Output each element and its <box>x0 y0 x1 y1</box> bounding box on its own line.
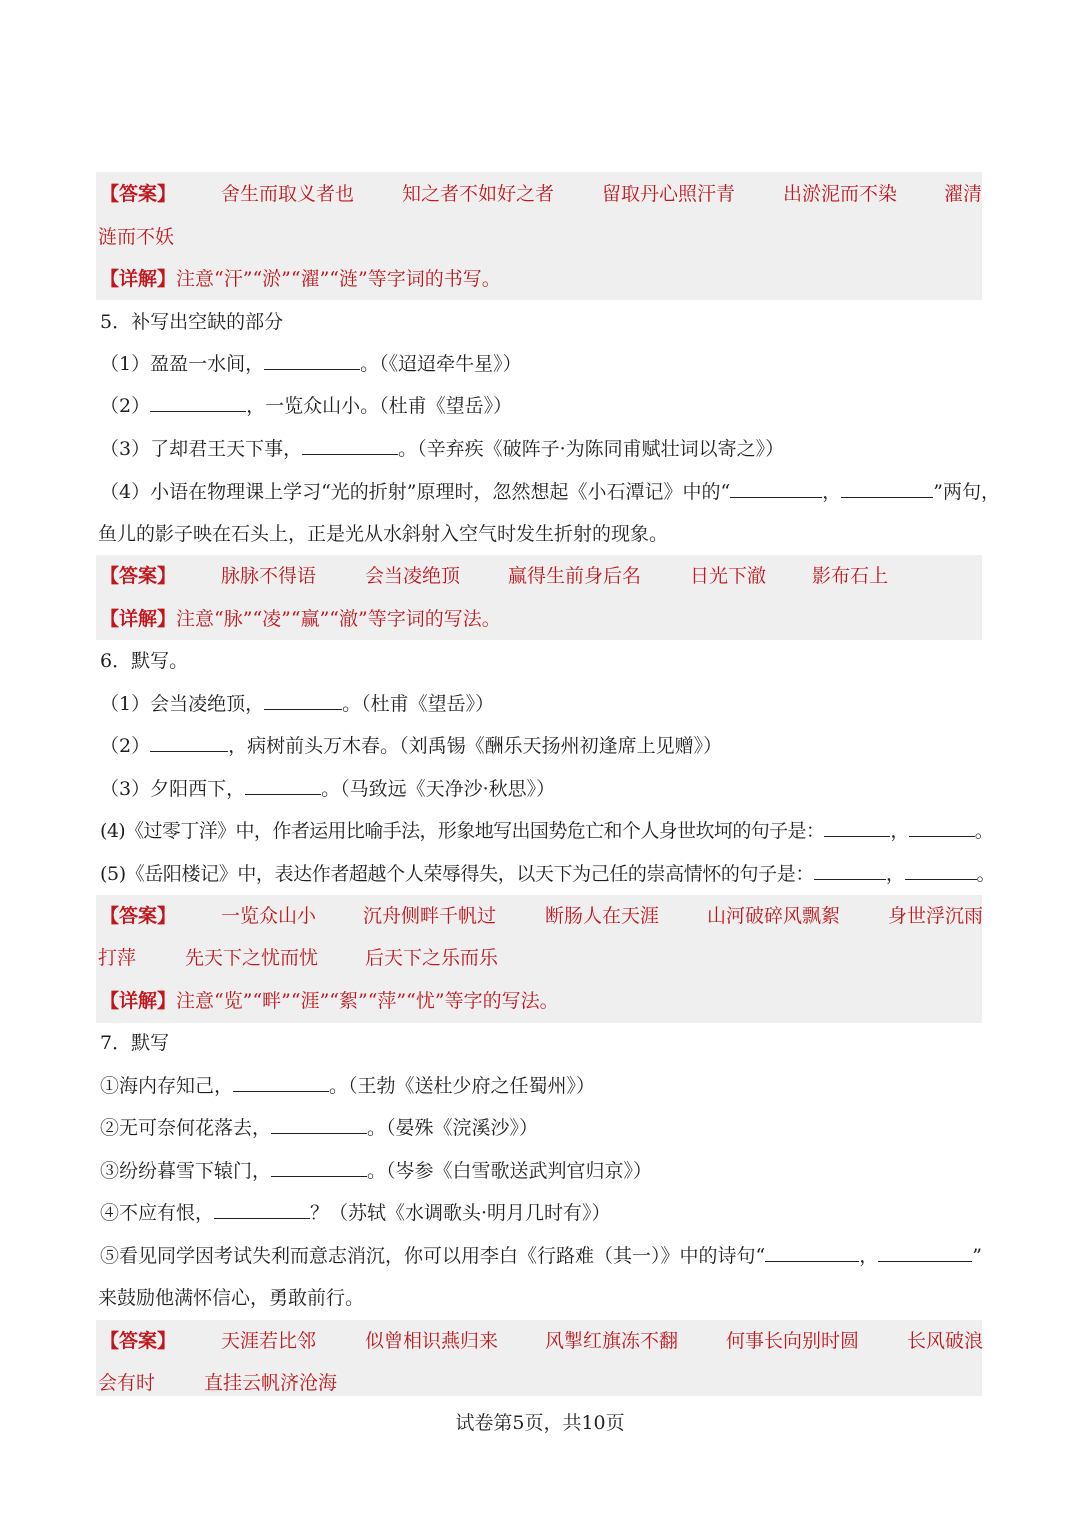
question-item <box>100 691 494 717</box>
answer-line-q6 <box>100 903 176 929</box>
item-text: ” <box>972 1245 982 1267</box>
question-item <box>100 351 522 377</box>
fill-blank[interactable] <box>814 861 886 880</box>
answer-item: 打萍 <box>98 947 137 969</box>
answer-item: 会当凌绝顶 <box>365 565 461 587</box>
fill-blank[interactable] <box>878 1243 972 1262</box>
question-item <box>100 818 993 844</box>
item-text: （2） <box>100 735 151 757</box>
fill-blank[interactable] <box>150 393 246 412</box>
question-item <box>100 1115 538 1141</box>
item-text: ②无可奈何花落去， <box>100 1117 272 1139</box>
item-text: ， <box>822 481 842 503</box>
answer-item: 天涯若比邻 <box>221 1330 317 1352</box>
answer-line-q4 <box>100 181 176 207</box>
question-item-continuation: 鱼儿的影子映在石头上，正是光从水斜射入空气时发生折射的现象。 <box>98 523 669 545</box>
question-item <box>100 733 722 759</box>
answer-item: 脉脉不得语 <box>221 565 317 587</box>
answer-item: 濯清 <box>944 183 983 205</box>
detail-line-q6 <box>100 988 559 1014</box>
detail-line-q4 <box>100 266 501 292</box>
answer-item: 后天下之乐而乐 <box>365 947 499 969</box>
answer-line-q7 <box>100 1328 176 1354</box>
detail-text: 注意“脉”“凌”“赢”“澈”等字词的写法。 <box>176 608 501 630</box>
item-text: ，一览众山小。（杜甫《望岳》） <box>246 395 513 417</box>
detail-tag: 【详解】 <box>100 608 177 630</box>
fill-blank[interactable] <box>841 479 933 498</box>
fill-blank[interactable] <box>245 776 321 795</box>
answer-item: 影布石上 <box>812 565 889 587</box>
question-item <box>100 1073 595 1099</box>
item-text: (4)《过零丁洋》中，作者运用比喻手法，形象地写出国势危亡和个人身世坎坷的句子是： <box>100 820 825 842</box>
answer-item: 断肠人在天涯 <box>545 905 660 927</box>
item-text: ， <box>859 1245 879 1267</box>
question-item <box>100 1200 611 1226</box>
detail-tag: 【详解】 <box>100 990 177 1012</box>
answer-line-q5 <box>100 563 176 589</box>
answer-item: 先天下之忧而忧 <box>185 947 319 969</box>
fill-blank[interactable] <box>214 1200 310 1219</box>
question-item <box>100 1158 652 1184</box>
fill-blank[interactable] <box>264 351 360 370</box>
fill-blank[interactable] <box>233 1073 329 1092</box>
item-text: 。（王勃《送杜少府之任蜀州》） <box>329 1075 596 1097</box>
item-text: 。（晏殊《浣溪沙》） <box>367 1117 539 1139</box>
detail-text: 注意“汗”“淤”“濯”“涟”等字词的书写。 <box>176 268 501 290</box>
item-text: （1）盈盈一水间， <box>100 353 265 375</box>
answer-item: 舍生而取义者也 <box>221 183 355 205</box>
question-item <box>100 776 555 802</box>
fill-blank[interactable] <box>150 733 228 752</box>
question-item-continuation: 来鼓励他满怀信心，勇敢前行。 <box>98 1287 365 1309</box>
answer-item: 风掣红旗冻不翻 <box>545 1330 679 1352</box>
item-text: ”两句， <box>933 481 1000 503</box>
fill-blank[interactable] <box>909 818 975 837</box>
answer-tag: 【答案】 <box>100 1330 177 1352</box>
answer-item: 一览众山小 <box>221 905 317 927</box>
fill-blank[interactable] <box>271 1158 367 1177</box>
question-title-q5: 5．补写出空缺的部分 <box>100 311 284 333</box>
detail-line-q5 <box>100 606 501 632</box>
fill-blank[interactable] <box>824 818 890 837</box>
item-text: ⑤看见同学因考试失利而意志消沉，你可以用李白《行路难（其一）》中的诗句“ <box>100 1245 766 1267</box>
answer-item: 直挂云帆济沧海 <box>204 1372 338 1394</box>
item-text: ？（苏轼《水调歌头·明月几时有》） <box>310 1202 611 1224</box>
answer-item: 似曾相识燕归来 <box>365 1330 499 1352</box>
answer-item: 何事长向别时圆 <box>726 1330 860 1352</box>
answer-item: 山河破碎风飘絮 <box>707 905 841 927</box>
item-text: ，病树前头万木春。（刘禹锡《酬乐天扬州初逢席上见赠》） <box>228 735 723 757</box>
answer-item: 知之者不如好之者 <box>402 183 555 205</box>
answer-continuation: 涟而不妖 <box>98 226 175 248</box>
item-text: 。（杜甫《望岳》） <box>342 693 495 715</box>
answer-item: 出淤泥而不染 <box>783 183 898 205</box>
question-item <box>100 479 1000 505</box>
question-item <box>100 393 512 419</box>
fill-blank[interactable] <box>730 479 822 498</box>
answer-tag: 【答案】 <box>100 565 177 587</box>
item-text: ， <box>885 863 905 885</box>
item-text: ①海内存知己， <box>100 1075 234 1097</box>
item-text: ③纷纷暮雪下辕门， <box>100 1160 272 1182</box>
item-text: （1）会当凌绝顶， <box>100 693 265 715</box>
question-title-q7: 7．默写 <box>100 1032 170 1054</box>
item-text: 。 <box>976 863 996 885</box>
answer-item: 身世浮沉雨 <box>888 905 984 927</box>
item-text: （3）夕阳西下， <box>100 778 246 800</box>
answer-item: 长风破浪 <box>907 1330 984 1352</box>
answer-item: 会有时 <box>98 1372 156 1394</box>
item-text: （3）了却君王天下事， <box>100 438 303 460</box>
item-text: 。（辛弃疾《破阵子·为陈同甫赋壮词以寄之》） <box>398 438 785 460</box>
page-footer: 试卷第5页，共10页 <box>455 1412 625 1434</box>
detail-tag: 【详解】 <box>100 268 177 290</box>
answer-item: 赢得生前身后名 <box>508 565 642 587</box>
answer-item: 留取丹心照汗青 <box>602 183 736 205</box>
item-text: 。 <box>974 820 994 842</box>
item-text: （2） <box>100 395 151 417</box>
question-item <box>100 861 995 887</box>
question-item <box>100 1243 982 1269</box>
fill-blank[interactable] <box>765 1243 859 1262</box>
answer-item: 日光下澈 <box>690 565 767 587</box>
question-title-q6: 6．默写。 <box>100 650 189 672</box>
item-text: （4）小语在物理课上学习“光的折射”原理时，忽然想起《小石潭记》中的“ <box>100 481 731 503</box>
detail-text: 注意“览”“畔”“涯”“絮”“萍”“忧”等字的写法。 <box>176 990 559 1012</box>
item-text: 。（马致远《天净沙·秋思》） <box>321 778 556 800</box>
fill-blank[interactable] <box>905 861 977 880</box>
fill-blank[interactable] <box>271 1115 367 1134</box>
item-text: (5)《岳阳楼记》中，表达作者超越个人荣辱得失，以天下为己任的崇高情怀的句子是： <box>100 863 814 885</box>
question-item <box>100 436 784 462</box>
item-text: 。（岑参《白雪歌送武判官归京》） <box>367 1160 653 1182</box>
answer-item: 沉舟侧畔千帆过 <box>363 905 497 927</box>
item-text: 。（《迢迢牵牛星》） <box>360 353 522 375</box>
fill-blank[interactable] <box>264 691 342 710</box>
item-text: ， <box>890 820 909 842</box>
answer-tag: 【答案】 <box>100 183 177 205</box>
item-text: ④不应有恨， <box>100 1202 215 1224</box>
answer-tag: 【答案】 <box>100 905 177 927</box>
fill-blank[interactable] <box>302 436 398 455</box>
